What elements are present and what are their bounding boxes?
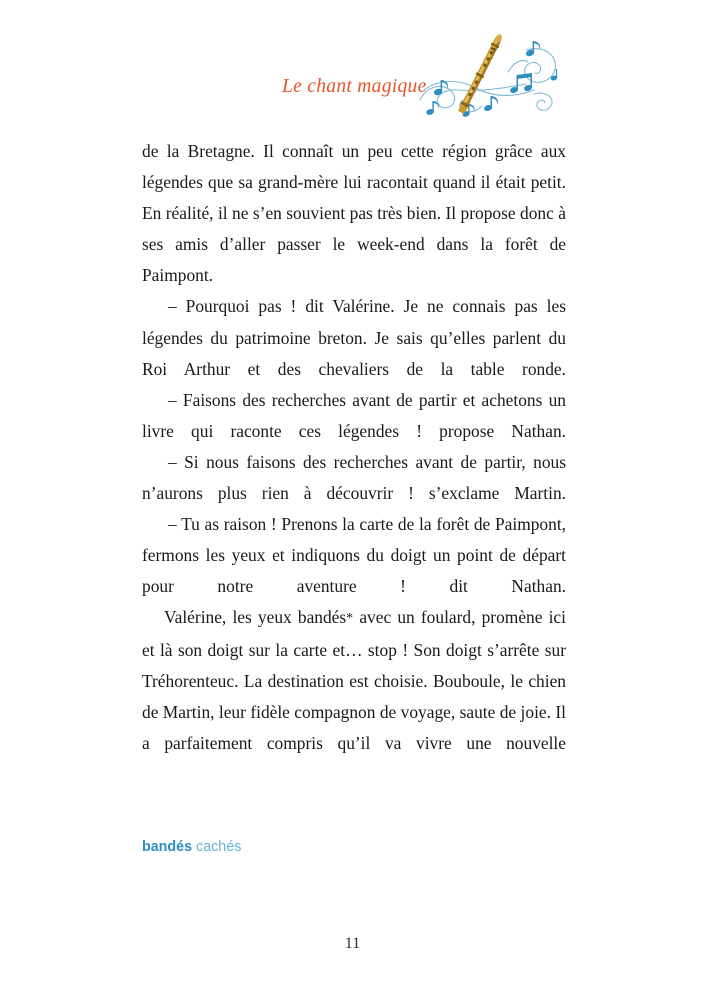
paragraph-dialogue-valerine: – Pourquoi pas ! dit Valérine. Je ne connais pas les légendes du patrimoine breton. Je sais qu’elles parlent du Roi Arthur et des chevaliers de la table ronde. [142,296,566,379]
body-text [142,136,566,759]
paragraph-dialogue-nathan-carte: – Tu as raison ! Prenons la carte de la forêt de Paimpont, fermons les yeux et indiquons du doigt un point de départ pour notre aventure ! dit Nathan. [142,514,566,597]
footnote-definition: cachés [196,839,242,855]
footnote-term: bandés [142,839,193,855]
footnote-glossary [142,838,566,856]
page-number: 11 [344,935,361,952]
flute-and-musical-notes-icon [418,28,568,123]
paragraph-narrative-valerine-bandes [142,602,566,758]
paragraph-dialogue-martin: – Si nous faisons des recherches avant de partir, nous n’aurons plus rien à découvrir ! s’exclame Martin. [142,451,566,504]
paragraph-continuation: de la Bretagne. Il connaît un peu cette région grâce aux légendes que sa grand-mère lui racontait quand il était petit. En réalité, il ne s’en souvient pas très bien. Il propose donc à ses amis d’aller passer le week-end dans la forêt de Paimpont. [142,141,566,286]
running-title: Le chant magique [282,76,427,97]
footnote-marker: * [346,611,354,627]
paragraph-dialogue-nathan-recherches: – Faisons des recherches avant de partir et achetons un livre qui raconte ces légendes ! propose Nathan. [142,389,566,441]
paragraph-text-before-footnote-marker: Valérine, les yeux bandés [164,607,347,628]
paragraph-text-after-footnote-marker: avec un foulard, promène ici et là son doigt sur la carte et… stop ! Son doigt s’arrête sur Tréhorenteuc. La destination est choisie. Bouboule, le chien de Martin, leur fidèle compagnon de voyage, saute de joie. Il a parfaitement compris qu’il va vivre une nouvelle [142,607,566,753]
page-header [0,28,705,120]
